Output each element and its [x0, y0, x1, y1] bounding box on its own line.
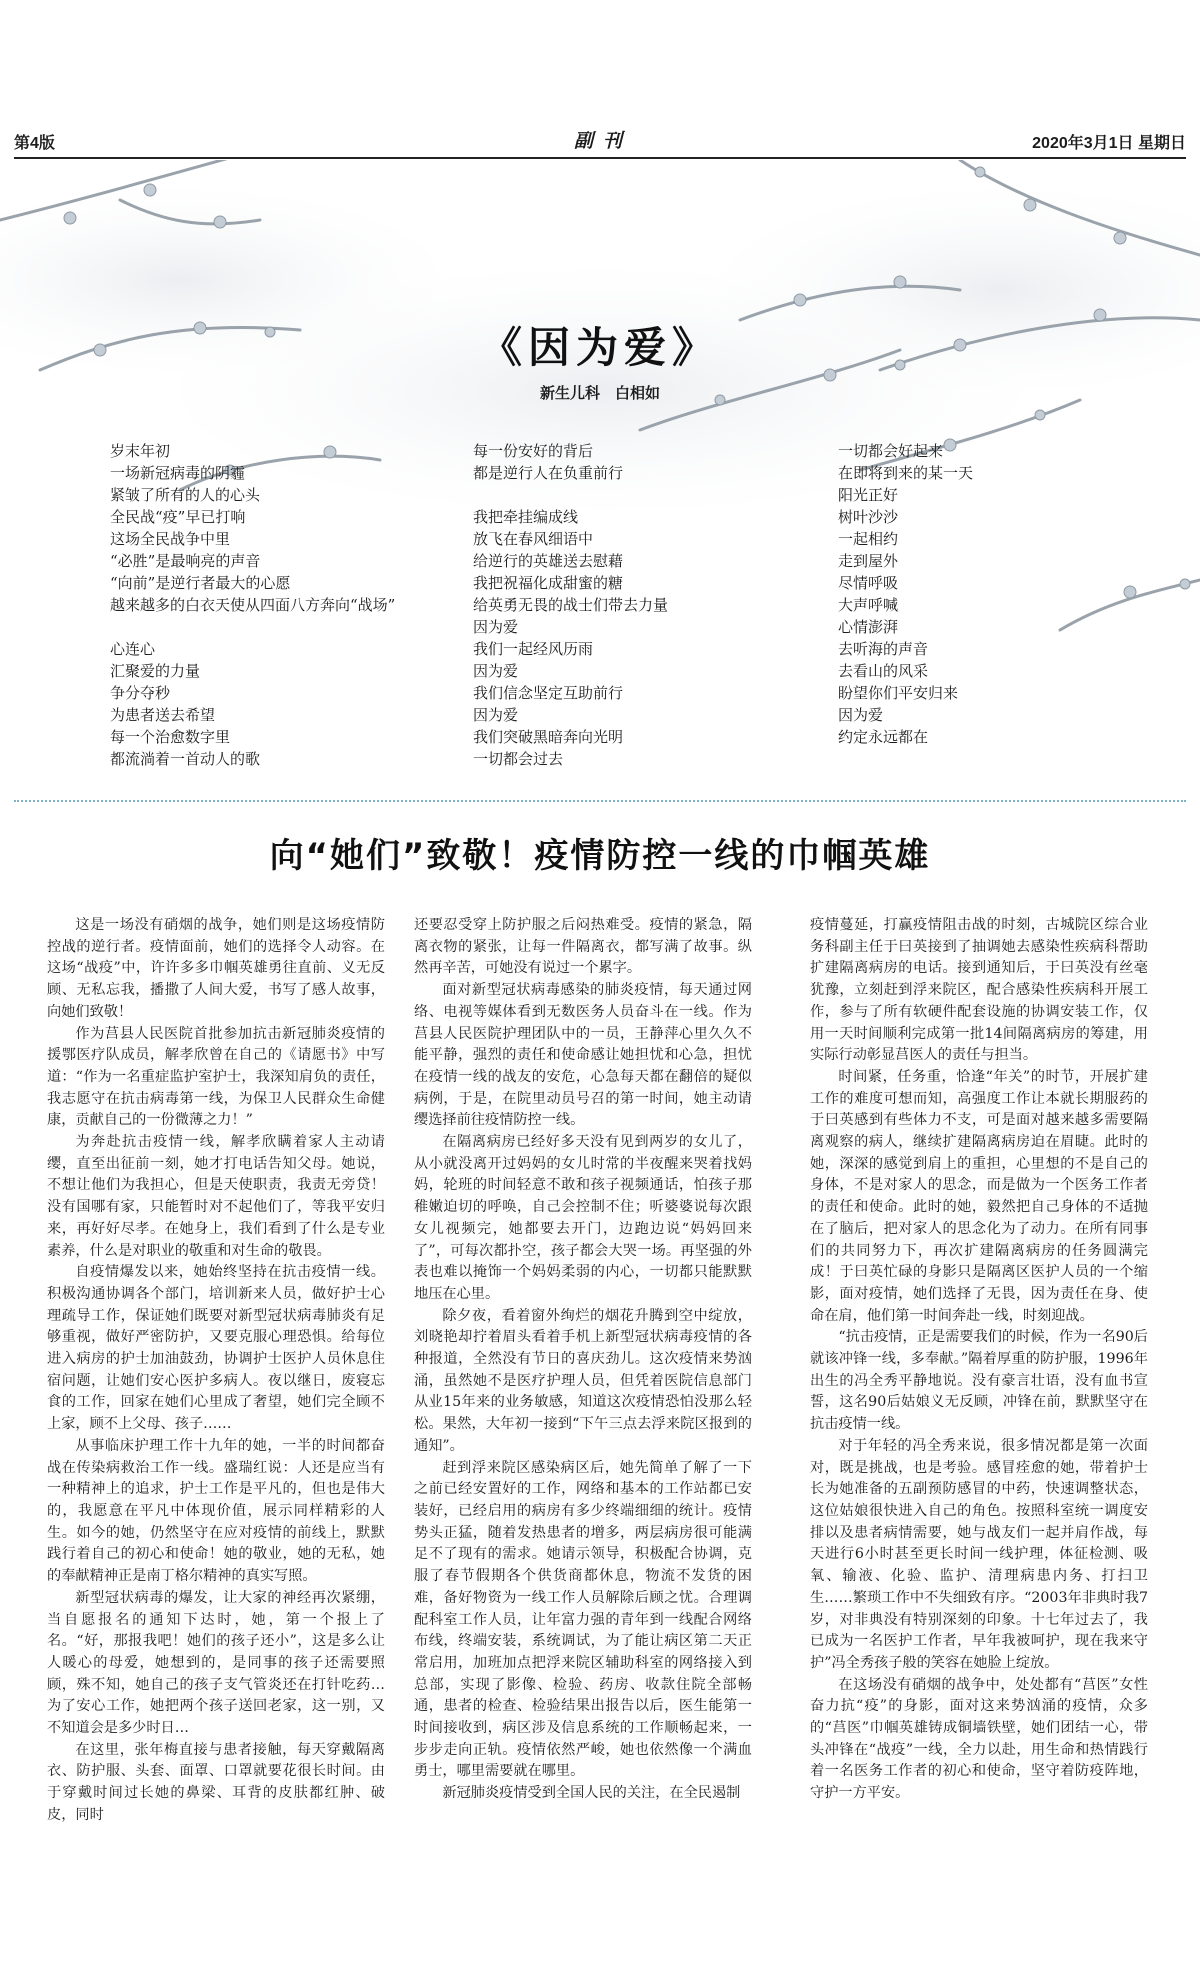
article-paragraph: “抗击疫情，正是需要我们的时候，作为一名90后就该冲锋一线，多奉献。”隔着厚重的防护服，1996年出生的冯全秀平静地说。没有豪言壮语，没有血书宣誓，这名90后姑娘义无反顾，冲锋在前，默默坚守在抗击疫情一线。	[810, 1329, 1148, 1433]
poem-title: 《因为爱》	[479, 323, 720, 372]
section-name: 副刊	[574, 130, 633, 152]
article-paragraph: 时间紧，任务重，恰逢“年关”的时节，开展扩建工作的难度可想而知，高强度工作让本就长期服药的于曰英感到有些体力不支，可是面对越来越多需要隔离观察的病人，继续扩建隔离病房迫在眉睫。此时的她，深深的感觉到肩上的重担，心里想的不是自己的身体，不是对家人的思念，而是做为一个医务工作者的责任和使命。此时的她，毅然把自己身体的不适抛在了脑后，把对家人的思念化为了动力。在所有同事们的共同努力下，再次扩建隔离病房的任务圆满完成！于曰英忙碌的身影只是隔离区医护人员的一个缩影，面对疫情，她们选择了无畏，因为责任在身、使命在肩，他们第一时间奔赴一线，时刻迎战。	[810, 1068, 1148, 1324]
poem-line: 放飞在春风细语中	[473, 530, 594, 548]
poem-line: 一切都会好起来	[838, 442, 944, 460]
article-paragraph: 疫情蔓延，打赢疫情阻击战的时刻，古城院区综合业务科副主任于曰英接到了抽调她去感染性疾病科帮助扩建隔离病房的电话。接到通知后，于曰英没有丝毫犹豫，立刻赶到浮来院区，配合感染性疾病科开展工作，参与了所有软硬件配套设施的协调安装工作，仅用一天时间顺利完成第一批14间隔离病房的筹建，用实际行动彰显莒医人的责任与担当。	[810, 917, 1148, 1064]
article-column-1	[47, 915, 385, 1827]
poem-line: 我把祝福化成甜蜜的糖	[473, 574, 624, 592]
poem-line: 我们信念坚定互助前行	[473, 684, 624, 702]
poem-line: 给英勇无畏的战士们带去力量	[473, 596, 669, 614]
article-paragraph: 赶到浮来院区感染病区后，她先简单了解了一下之前已经安置好的工作，网络和基本的工作站都已安装好，已经启用的病房有多少终端细细的统计。疫情势头正猛，随着发热患者的增多，两层病房很可能满足不了现有的需求。她请示领导，积极配合协调，克服了春节假期各个供货商都休息，物流不发货的困难，备好物资为一线工作人员解除后顾之忧。合理调配科室工作人员，让年富力强的青年到一线配合网络布线，终端安装，系统调试，为了能让病区第二天正常启用，加班加点把浮来院区辅助科室的网络接入到总部，实现了影像、检验、药房、收款住院全部畅通，患者的检查、检验结果出报告以后，医生能第一时间接收到，病区涉及信息系统的工作顺畅起来，一步步走向正轨。疫情依然严峻，她也依然像一个满血勇士，哪里需要就在哪里。	[414, 1459, 752, 1780]
poem-line: “向前”是逆行者最大的心愿	[110, 574, 291, 592]
page-header	[14, 130, 1186, 154]
poem-line: 每一份安好的背后	[473, 442, 594, 460]
poem-line: 全民战“疫”早已打响	[110, 508, 246, 526]
poem-line: 走到屋外	[838, 552, 899, 570]
poem-line: 都流淌着一首动人的歌	[110, 750, 261, 768]
stanza-break	[110, 616, 440, 638]
article-paragraph: 自疫情爆发以来，她始终坚持在抗击疫情一线。积极沟通协调各个部门，培训新来人员，做好护士心理疏导工作，保证她们既要对新型冠状病毒肺炎有足够重视，做好严密防护，又要克服心理恐惧。给每位进入病房的护士加油鼓劲，协调护士医护人员休息住宿问题，让她们安心医护多病人。夜以继日，废寝忘食的工作，回家在她们心里成了奢望，她们完全顾不上家，顾不上父母、孩子……	[47, 1264, 385, 1433]
poem-line: 我把牵挂编成线	[473, 508, 579, 526]
poem-line: 心情澎湃	[838, 618, 899, 636]
poem-line: 因为爱	[838, 706, 884, 724]
article-paragraph: 从事临床护理工作十九年的她，一半的时间都奋战在传染病救治工作一线。盛瑞红说：人还是应当有一种精神上的追求，护士工作是平凡的，但也是伟大的，我愿意在平凡中体现价值，展示同样精彩的人生。如今的她，仍然坚守在应对疫情的前线上，默默践行着自己的初心和使命！她的敬业，她的无私，她的奉献精神正是南丁格尔精神的真实写照。	[47, 1437, 385, 1585]
poem-line: 因为爱	[473, 618, 519, 636]
article-paragraph: 新型冠状病毒的爆发，让大家的神经再次紧绷，当自愿报名的通知下达时，她，第一个报上了名。“好，那报我吧！她们的孩子还小”，这是多么让人暖心的母爱，她想到的，是同事的孩子还需要照顾，殊不知，她自己的孩子支气管炎还在打针吃药…为了安心工作，她把两个孩子送回老家，这一别，又不知道会是多少时日…	[47, 1589, 385, 1737]
poem-line: 大声呼喊	[838, 596, 899, 614]
issue-date: 2020年3月1日 星期日	[1032, 135, 1186, 152]
poem-line: 因为爱	[473, 706, 519, 724]
article-paragraph: 在这里，张年梅直接与患者接触，每天穿戴隔离衣、防护服、头套、面罩、口罩就要花很长时间。由于穿戴时间过长她的鼻梁、耳背的皮肤都红肿、破皮，同时	[47, 1741, 385, 1823]
poem-line: 都是逆行人在负重前行	[473, 464, 624, 482]
poem-line: 去看山的风采	[838, 662, 929, 680]
section-divider	[14, 800, 1186, 802]
poem-line: 每一个治愈数字里	[110, 728, 231, 746]
poem-line: 心连心	[110, 640, 156, 658]
article-paragraph: 还要忍受穿上防护服之后闷热难受。疫情的紧急，隔离衣物的紧张，让每一件隔离衣，都写满了故事。纵然再辛苦，可她没有说过一个累字。	[414, 917, 752, 977]
article-paragraph: 新冠肺炎疫情受到全国人民的关注，在全民遏制	[442, 1785, 741, 1802]
poem-line: 树叶沙沙	[838, 508, 899, 526]
poem-line: 一场新冠病毒的阴霾	[110, 464, 246, 482]
article-paragraph: 对于年轻的冯全秀来说，很多情况都是第一次面对，既是挑战，也是考验。感冒痊愈的她，带着护士长为她准备的五副预防感冒的中药，快速调整状态，这位姑娘很快进入自己的角色。按照科室统一调度安排以及患者病情需要，她与战友们一起并肩作战，每天进行6小时甚至更长时间一线护理，体征检测、吸氧、输液、化验、监护、清理病患内务、打扫卫生……繁琐工作中不失细致有序。“2003年非典时我7岁，对非典没有特别深刻的印象。十七年过去了，我已成为一名医护工作者，早年我被呵护，现在我来守护”冯全秀孩子般的笑容在她脸上绽放。	[810, 1437, 1148, 1671]
article-paragraph: 在这场没有硝烟的战争中，处处都有“莒医”女性奋力抗“疫”的身影，面对这来势汹涌的疫情，众多的“莒医”巾帼英雄铸成铜墙铁壁，她们团结一心，带头冲锋在“战疫”一线，全力以赴，用生命和热情践行着一名医务工作者的初心和使命，坚守着防疫阵地，守护一方平安。	[810, 1676, 1148, 1802]
poem-line: 争分夺秒	[110, 684, 171, 702]
poem-line: 紧皱了所有的人的心头	[110, 486, 261, 504]
poem-column-1	[110, 440, 440, 770]
article-paragraph: 为奔赴抗击疫情一线，解孝欣瞒着家人主动请缨，直至出征前一刻，她才打电话告知父母。她说，不想让他们为我担心，但是天使职责，我责无旁贷！没有国哪有家，只能暂时对不起他们了，等我平安归来，再好好尽孝。在她身上，我们看到了什么是专业素养，什么是对职业的敬重和对生命的敬畏。	[47, 1134, 385, 1259]
poem-line: 一起相约	[838, 530, 899, 548]
poem-line: 为患者送去希望	[110, 706, 216, 724]
article-paragraph: 作为莒县人民医院首批参加抗击新冠肺炎疫情的援鄂医疗队成员，解孝欣曾在自己的《请愿书》中写道：“作为一名重症监护室护士，我深知肩负的责任，我志愿守在抗击病毒第一线，为保卫人民群众生命健康，贡献自己的一份微薄之力！”	[47, 1025, 385, 1129]
poem-line: 尽情呼吸	[838, 574, 899, 592]
poem-column-2	[473, 440, 803, 770]
poem-author: 新生儿科 白相如	[539, 385, 660, 402]
poem-line: 盼望你们平安归来	[838, 684, 959, 702]
poem-line: 因为爱	[473, 662, 519, 680]
poem-line: 约定永远都在	[838, 728, 929, 746]
poem-line: 我们一起经风历雨	[473, 640, 594, 658]
article-headline: 向“她们”致敬！疫情防控一线的巾帼英雄	[269, 836, 931, 876]
poem-column-3	[838, 440, 1168, 748]
poem-line: 阳光正好	[838, 486, 899, 504]
page-number: 第4版	[14, 135, 55, 152]
poem-line: 岁末年初	[110, 442, 171, 460]
article-column-3	[810, 915, 1148, 1805]
poem-line: 一切都会过去	[473, 750, 564, 768]
header-rule	[14, 157, 1186, 159]
article-paragraph: 在隔离病房已经好多天没有见到两岁的女儿了，从小就没离开过妈妈的女儿时常的半夜醒来哭着找妈妈，轮班的时间轻意不敢和孩子视频通话，怕孩子那稚嫩迫切的呼唤，自己会控制不住；听婆婆说每次跟女儿视频完，她都要去开门，边跑边说“妈妈回来了”，可每次都扑空，孩子都会大哭一场。再坚强的外表也难以掩饰一个妈妈柔弱的内心，一切都只能默默地压在心里。	[414, 1134, 752, 1302]
article-paragraph: 除夕夜，看着窗外绚烂的烟花升腾到空中绽放，刘晓艳却拧着眉头看着手机上新型冠状病毒疫情的各种报道，全然没有节日的喜庆劲儿。这次疫情来势汹涌，虽然她不是医疗护理人员，但凭着医院信息部门从业15年来的业务敏感，知道这次疫情恐怕没那么轻松。果然，大年初一接到“下午三点去浮来院区报到的通知”。	[414, 1307, 752, 1454]
poem-line: 去听海的声音	[838, 640, 929, 658]
poem-line: 给逆行的英雄送去慰藉	[473, 552, 624, 570]
article-paragraph: 面对新型冠状病毒感染的肺炎疫情，每天通过网络、电视等媒体看到无数医务人员奋斗在一线。作为莒县人民医院护理团队中的一员，王静萍心里久久不能平静，强烈的责任和使命感让她担忧和心急，担忧在疫情一线的战友的安危，心急每天都在翻倍的疑似病例，于是，在院里动员号召的第一时间，她主动请缨选择前往疫情防控一线。	[414, 982, 752, 1129]
article-column-2	[414, 915, 752, 1805]
article-paragraph: 这是一场没有硝烟的战争，她们则是这场疫情防控战的逆行者。疫情面前，她们的选择令人动容。在这场“战疫”中，许许多多巾帼英雄勇往直前、义无反顾、无私忘我，播撒了人间大爱，书写了感人故事，向她们致敬！	[47, 917, 385, 1020]
poem-line: 汇聚爱的力量	[110, 662, 201, 680]
poem-line: 我们突破黑暗奔向光明	[473, 728, 624, 746]
poem-line: 这场全民战争中里	[110, 530, 231, 548]
poem-line: “必胜”是最响亮的声音	[110, 552, 261, 570]
poem-line: 在即将到来的某一天	[838, 464, 974, 482]
poem-line: 越来越多的白衣天使从四面八方奔向“战场”	[110, 596, 396, 614]
stanza-break	[473, 484, 803, 506]
